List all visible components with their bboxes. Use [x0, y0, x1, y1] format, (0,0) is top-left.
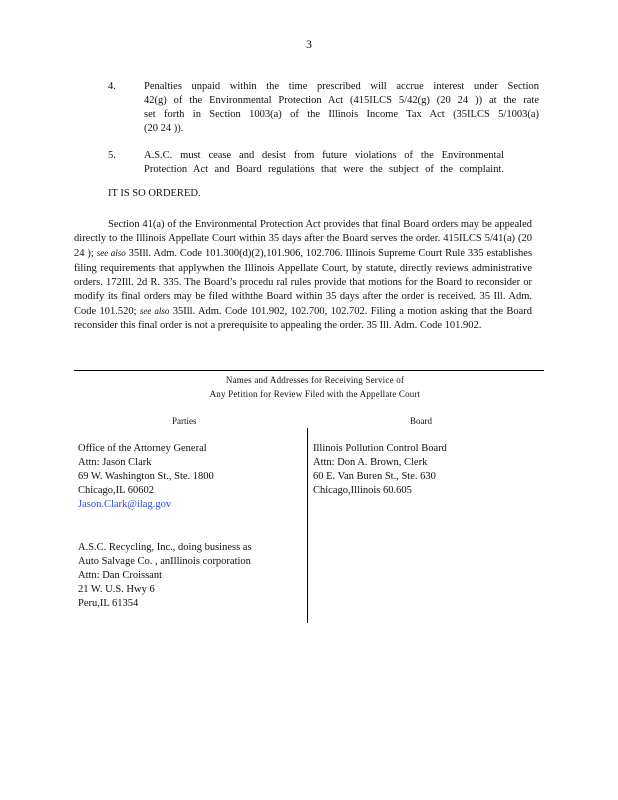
item-number: 4.	[108, 81, 116, 92]
see-also: see also	[139, 306, 170, 317]
item-line: 42(g) of the Environmental Protection Act (415ILCS 5/42(g) (20 24 )) at the rate	[144, 95, 539, 106]
address-line: Auto Salvage Co. , anIllinois corporation	[78, 556, 251, 567]
item-text	[144, 80, 539, 136]
email-link[interactable]: Jason.Clark@ilag.gov	[78, 499, 172, 510]
title-line: Names and Addresses for Receiving Service of	[225, 375, 405, 385]
item-line: (20 24 )).	[144, 123, 184, 134]
address-line: 21 W. U.S. Hwy 6	[78, 584, 155, 595]
appeal-paragraph	[74, 218, 532, 334]
address-line: Attn: Don A. Brown, Clerk	[313, 457, 428, 468]
address-line: Illinois Pollution Control Board	[313, 443, 447, 454]
column-divider	[307, 428, 308, 623]
address-line: Chicago,Illinois 60.605	[313, 485, 412, 496]
item-line: set forth in Section 1003(a) of the Illinois Income Tax Act (35ILCS 5/1003(a)	[144, 109, 539, 120]
parties-heading: Parties	[172, 416, 197, 426]
item-number: 5.	[108, 150, 116, 161]
address-line: Peru,IL 61354	[78, 598, 139, 609]
address-line: 60 E. Van Buren St., Ste. 630	[313, 471, 436, 482]
address-line: A.S.C. Recycling, Inc., doing business as	[78, 542, 252, 553]
title-line: Any Petition for Review Filed with the Appellate Court	[209, 389, 421, 399]
see-also: see also	[96, 248, 126, 259]
address-line: Office of the Attorney General	[78, 443, 207, 454]
item-line: Penalties unpaid within the time prescribed will accrue interest under Section	[144, 81, 539, 92]
item-text	[144, 149, 504, 177]
board-heading: Board	[410, 416, 432, 426]
party-asc-recycling	[78, 541, 252, 611]
address-line: 69 W. Washington St., Ste. 1800	[78, 471, 214, 482]
item-line: A.S.C. must cease and desist from future violations of the Environmental	[144, 150, 504, 161]
page-number: 3	[306, 37, 312, 51]
paragraph-text: Section 41(a) of the Environmental Protection Act provides that final Board orders may be appealed directly to the Illinois Appellate Court within 35 days after the Board serves the order. 415ILCS 5/41(a) (20 24 );	[74, 219, 532, 260]
address-line: Chicago,IL 60602	[78, 485, 155, 496]
board-address	[313, 442, 447, 498]
divider	[74, 370, 544, 371]
paragraph-text: 35Ill. Adm. Code 101.902, 102.700, 102.702. Filing a motion asking that the Board reconsider this final order is not a prerequisite to appealing the order. 35 Ill. Adm. Code 101.902.	[74, 306, 532, 332]
address-line: Attn: Dan Croissant	[78, 570, 162, 581]
paragraph-text: 35Ill. Adm. Code 101.300(d)(2),101.906, 102.706. Illinois Supreme Court Rule 335 establishes filing requirements that applywhen the Illinois Appellate Court, by statute, directly reviews administrative orders. 172Ill. 2d R. 335. The Board’s procedu ral rules provide that motions for the Board to reconsider or modify its final orders may be filed withthe Board within 35 days after the order is received. 35 Ill. Adm. Code 101.520;	[74, 248, 533, 318]
order-statement: IT IS SO ORDERED.	[108, 188, 201, 199]
item-line: Protection Act and Board regulations that were the subject of the complaint.	[144, 164, 504, 175]
party-attorney-general	[78, 442, 214, 512]
address-line: Attn: Jason Clark	[78, 457, 152, 468]
service-list-title	[165, 373, 465, 401]
